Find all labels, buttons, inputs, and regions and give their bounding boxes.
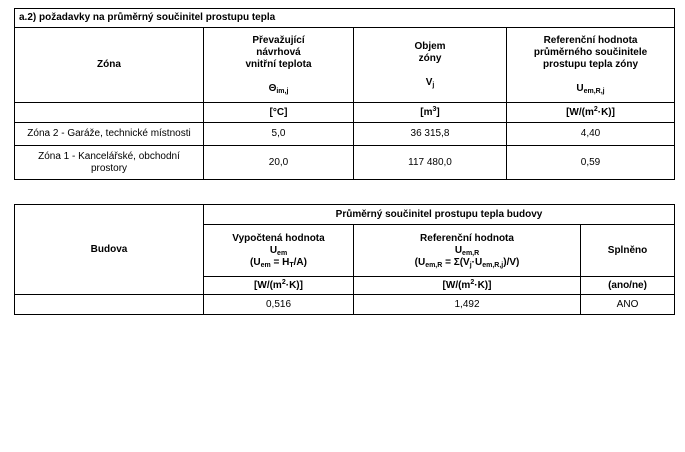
teplota-cell: 5,0: [204, 123, 354, 146]
header-budova: Budova: [15, 205, 204, 295]
u-symbol: U: [576, 83, 584, 94]
header-ref-line1: Referenční hodnota: [543, 35, 638, 46]
teplota-cell: 20,0: [204, 146, 354, 180]
building-requirements-table: [14, 204, 675, 315]
header-objem: [354, 28, 507, 103]
splneno-cell: ANO: [581, 295, 675, 315]
unit-ref: $[W/(m^2\cdot K)]$: [507, 103, 675, 123]
table-row: [15, 123, 675, 146]
u-subscript: em,R,j: [583, 88, 605, 95]
volume-symbol: V: [425, 77, 433, 88]
theta-subscript: im,j: [276, 88, 289, 95]
objem-cell: 36 315,8: [354, 123, 507, 146]
objem-cell: 117 480,0: [354, 146, 507, 180]
header-teplota-line3: vnitřní teplota: [245, 59, 312, 70]
header-vypoctena: Vypočtená hodnota $U_{em}$ $(U_{em} = H_T/A)$: [204, 225, 354, 277]
table-row: [15, 295, 675, 315]
table-row: [15, 146, 675, 180]
header-ref-line2: průměrného součinitele: [533, 47, 648, 58]
zona-cell: Zóna 1 - Kancelářské, obchodní prostory: [15, 146, 204, 180]
header-teplota: [204, 28, 354, 103]
unit-objem: $[m^3]$: [354, 103, 507, 123]
header-teplota-line2: návrhová: [256, 47, 301, 58]
header-referencni: Referenční hodnota $U_{em,R}$ $(U_{em,R} = \Sigma(V_j\cdot U_{em,R,j})/V)$: [354, 225, 581, 277]
header-ref2-line1: Referenční hodnota: [420, 232, 514, 244]
header-ref: [507, 28, 675, 103]
header-ref-line3: prostupu tepla zóny: [543, 59, 639, 70]
ref-cell: 4,40: [507, 123, 675, 146]
unit-zona-empty: [15, 103, 204, 123]
referencni-cell: 1,492: [354, 295, 581, 315]
unit-splneno: (ano/ne): [581, 277, 675, 295]
budova-cell: [15, 295, 204, 315]
unit-teplota: [°C]: [204, 103, 354, 123]
header-prumerny: Průměrný součinitel prostupu tepla budovy: [204, 205, 675, 225]
header-vyp-line1: Vypočtená hodnota: [232, 232, 325, 244]
theta-symbol: Θ: [268, 83, 277, 94]
vypoctena-cell: 0,516: [204, 295, 354, 315]
unit-referencni: $[W/(m^2\cdot K)]$: [354, 277, 581, 295]
ref-cell: 0,59: [507, 146, 675, 180]
unit-vypoctena: $[W/(m^2\cdot K)]$: [204, 277, 354, 295]
header-zona: Zóna: [15, 28, 204, 103]
table-title: a.2) požadavky na průměrný součinitel prostupu tepla: [15, 9, 675, 28]
header-objem-line2: zóny: [418, 53, 442, 64]
zona-cell: Zóna 2 - Garáže, technické místnosti: [15, 123, 204, 146]
zone-requirements-table: [14, 8, 675, 180]
header-splneno: Splněno: [581, 225, 675, 277]
volume-subscript: j: [432, 82, 435, 89]
header-teplota-line1: Převažující: [252, 35, 305, 46]
header-objem-line1: Objem: [414, 41, 446, 52]
